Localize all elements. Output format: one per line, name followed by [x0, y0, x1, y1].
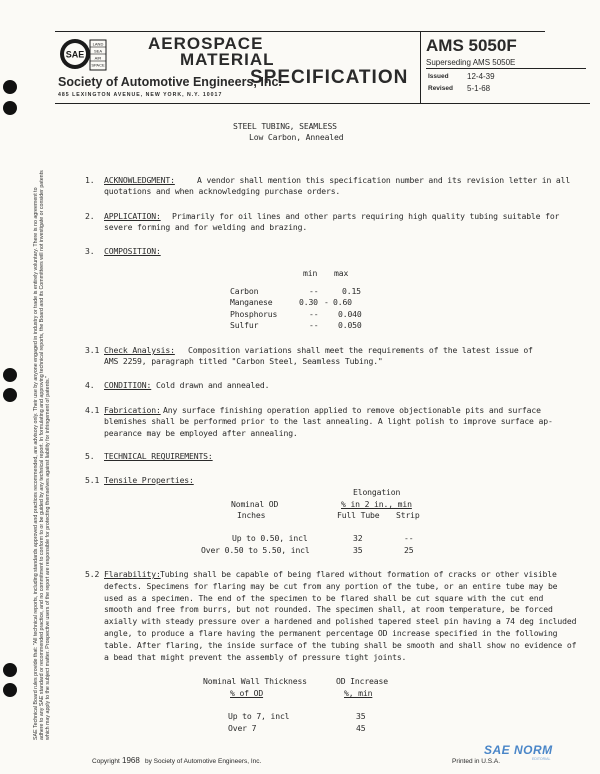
composition-min: -- [309, 309, 319, 319]
section-5-2-text: a bead that might prevent the assembly of pressure tight joints. [104, 652, 407, 662]
composition-element: Phosphorus [230, 309, 278, 319]
doc-subtitle: Low Carbon, Annealed [249, 132, 344, 142]
flare-row-increase: 35 [356, 711, 366, 721]
section-1-text: A vendor shall mention this specification number and its revision letter in all [197, 175, 571, 185]
composition-min: 0.30 [299, 297, 318, 307]
tensile-head-elongation: Elongation [353, 487, 401, 497]
tensile-head-inches: Inches [237, 510, 266, 520]
doc-title: STEEL TUBING, SEAMLESS [233, 121, 337, 131]
section-3-heading: COMPOSITION: [104, 246, 161, 256]
tensile-row-full: 35 [353, 545, 363, 555]
tensile-head-strip: Strip [396, 510, 420, 520]
composition-element: Sulfur [230, 320, 259, 330]
composition-dash: - [324, 297, 329, 307]
section-2-text: Primarily for oil lines and other parts requiring high quality tubing suitable for [172, 211, 560, 221]
sae-norm-watermark-sub: EDITORIAL [532, 757, 551, 761]
section-5-number: 5. [85, 451, 95, 461]
flare-row-increase: 45 [356, 723, 366, 733]
section-3-1-text: AMS 2259, paragraph titled "Carbon Steel, Seamless Tubing." [104, 356, 383, 366]
society-address: 485 LEXINGTON AVENUE, NEW YORK, N.Y. 10017 [58, 92, 223, 98]
tensile-head-full-tube: Full Tube [337, 510, 380, 520]
svg-text:SPACE: SPACE [91, 62, 105, 68]
tensile-row-strip: -- [404, 533, 414, 543]
flare-head-thickness: Nominal Wall Thickness [203, 676, 307, 686]
flare-row-thickness: Up to 7, incl [228, 711, 290, 721]
sae-technical-board-note: SAE Technical Board rules provide that: "All technical reports, including standards approved and practices recommended, are advisory only. Their use by anyone engaged in industry or trade is entirely voluntary. There is no agreement to adhere to any SAE standard or recommended practice, and no commitment to conform to or be guided by any technical report. In formulating and approving technical reports, the Board and its Committees will not investigate or consider patents which may apply to the subject matter. Prospective users of the report are responsible for protecting themselves against liability for infringement of patents." [33, 170, 51, 740]
section-5-2-number: 5.2 [85, 569, 100, 579]
composition-max: 0.60 [333, 297, 352, 307]
issued-label: Issued [428, 73, 449, 80]
section-5-1-number: 5.1 [85, 475, 100, 485]
flare-head-min: %, min [344, 688, 373, 698]
society-name: Society of Automotive Engineers, Inc. [58, 75, 282, 89]
composition-col-max: max [334, 268, 349, 278]
binder-hole [3, 80, 17, 94]
section-5-2-text: table. After flaring, the inside surface of the tubing shall be smooth and shall show no evidence of [104, 640, 577, 650]
revised-label: Revised [428, 85, 453, 92]
section-4-heading: CONDITION: [104, 380, 152, 390]
section-2-heading: APPLICATION: [104, 211, 161, 221]
svg-text:SEA: SEA [93, 48, 103, 54]
section-4-text: Cold drawn and annealed. [156, 380, 270, 390]
footer-printed: Printed in U.S.A. [452, 758, 501, 765]
section-3-1-text: Composition variations shall meet the requirements of the latest issue of [188, 345, 533, 355]
header-title-aerospace: AEROSPACE [148, 34, 264, 53]
section-4-1-text: Any surface finishing operation applied to remove objectionable pits and surface [163, 405, 541, 415]
section-3-1-number: 3.1 [85, 345, 100, 355]
svg-text:AIR: AIR [94, 55, 102, 61]
section-5-2-text: Tubing shall be capable of being flared without formation of cracks or other visible [160, 569, 557, 579]
binder-hole [3, 683, 17, 697]
composition-element: Manganese [230, 297, 273, 307]
section-3-1-heading: Check Analysis: [104, 345, 175, 355]
binder-hole [3, 368, 17, 382]
section-4-1-number: 4.1 [85, 405, 100, 415]
section-1-heading: ACKNOWLEDGMENT: [104, 175, 175, 185]
composition-min: -- [309, 320, 319, 330]
svg-text:LAND: LAND [92, 41, 104, 47]
revised-date: 5-1-68 [467, 84, 491, 93]
flare-head-percent-od: % of OD [230, 688, 264, 698]
section-2-number: 2. [85, 211, 95, 221]
flare-row-thickness: Over 7 [228, 723, 257, 733]
section-5-2-text: axially with steady pressure over a hardened and polished tapered steel pin having a 74 deg included [104, 616, 577, 626]
tensile-head-gauge: % in 2 in., min [341, 499, 412, 509]
footer-year: 1968 [122, 756, 140, 765]
footer-society: by Society of Automotive Engineers, Inc. [145, 758, 262, 765]
sae-logo [58, 34, 108, 76]
section-1-number: 1. [85, 175, 95, 185]
tensile-row-strip: 25 [404, 545, 414, 555]
section-5-2-text: defects. Specimens for flaring may be cut from any portion of the tube, or an entire tube may be [104, 581, 558, 591]
header-bottom-rule [55, 103, 590, 104]
flare-head-increase: OD Increase [336, 676, 388, 686]
footer-copyright-label: Copyright [92, 758, 120, 765]
section-5-heading: TECHNICAL REQUIREMENTS: [104, 451, 213, 461]
section-5-2-text: smooth and free from burrs, but not rounded. The specimen shall, at room temperature, be forced [104, 604, 553, 614]
composition-element: Carbon [230, 286, 259, 296]
binder-hole [3, 663, 17, 677]
composition-max: 0.15 [342, 286, 361, 296]
section-5-2-text: used as a specimen. The end of the specimen to be flared shall be cut square with the cut end [104, 593, 544, 603]
spec-number: AMS 5050F [426, 36, 517, 55]
sae-norm-watermark: SAE NORM [484, 743, 553, 757]
section-2-text: severe forming and for welding and brazing. [104, 222, 308, 232]
header-divider [420, 31, 421, 103]
tensile-head-od: Nominal OD [231, 499, 279, 509]
binder-hole [3, 388, 17, 402]
section-4-1-text: blemishes shall be performed prior to the last annealing. A light polish to improve surface ap- [104, 416, 553, 426]
binder-hole [3, 101, 17, 115]
header-top-rule [55, 31, 545, 32]
svg-text:SAE: SAE [65, 49, 85, 60]
composition-min: -- [309, 286, 319, 296]
tensile-row-od: Up to 0.50, incl [232, 533, 308, 543]
section-5-2-text: angle, to produce a flare having the permanent percentage OD increase specified in the following [104, 628, 558, 638]
issued-date: 12-4-39 [467, 72, 495, 81]
section-5-2-heading: Flarability: [104, 569, 161, 579]
composition-max: 0.040 [338, 309, 362, 319]
section-4-1-text: pearance may be employed after annealing. [104, 428, 298, 438]
header-title-material: MATERIAL [180, 50, 275, 69]
section-5-1-heading: Tensile Properties: [104, 475, 194, 485]
section-3-number: 3. [85, 246, 95, 256]
superseding-note: Superseding AMS 5050E [426, 58, 586, 69]
section-1-text: quotations and when acknowledging purchase orders. [104, 186, 341, 196]
header-title-specification: SPECIFICATION [250, 67, 409, 88]
section-4-1-heading: Fabrication: [104, 405, 161, 415]
tensile-row-od: Over 0.50 to 5.50, incl [201, 545, 310, 555]
composition-max: 0.050 [338, 320, 362, 330]
tensile-row-full: 32 [353, 533, 363, 543]
section-4-number: 4. [85, 380, 95, 390]
composition-col-min: min [303, 268, 318, 278]
